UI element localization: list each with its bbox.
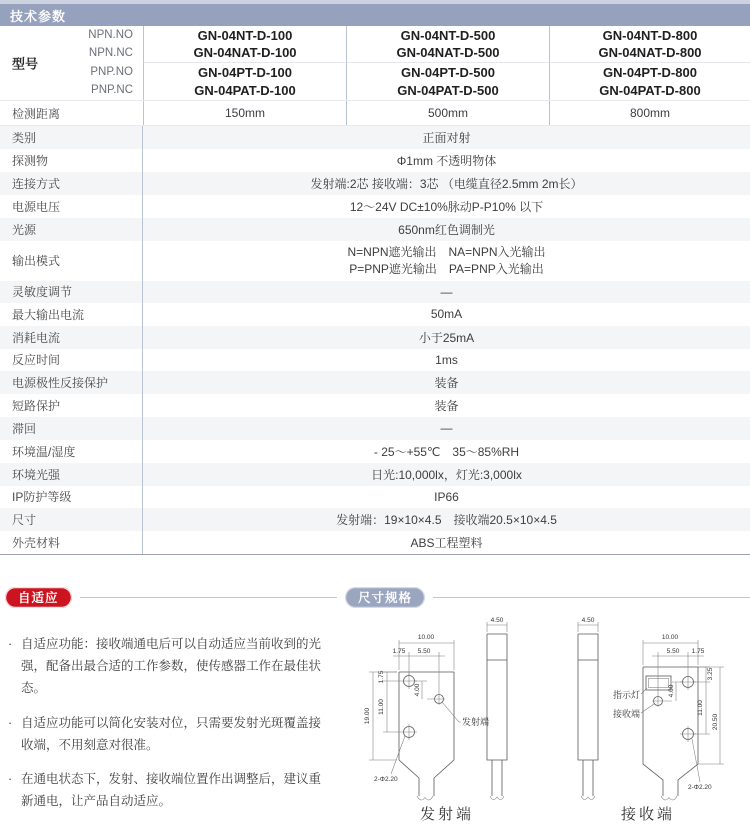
section-header-technical-parameters bbox=[0, 4, 750, 26]
dimension-header bbox=[343, 586, 750, 608]
row-value: 正面对射 bbox=[422, 131, 471, 145]
row-label: 类别 bbox=[0, 126, 143, 149]
row-value: Φ1mm 不透明物体 bbox=[396, 154, 497, 168]
distance-value-100: 150mm bbox=[143, 101, 346, 125]
row-label: 光源 bbox=[0, 218, 143, 241]
model-cell-100-npn bbox=[143, 26, 346, 63]
section-title: 技术参数 bbox=[10, 8, 67, 24]
spec-row-response-time bbox=[0, 349, 750, 372]
dim-top-offset: 1.75 bbox=[378, 670, 385, 684]
row-label: 消耗电流 bbox=[0, 326, 143, 349]
row-label: 环境光强 bbox=[0, 463, 143, 486]
row-label: 检测距离 bbox=[12, 106, 61, 121]
sub-label-npn-no: NPN.NO bbox=[88, 29, 133, 41]
dim-side-width: 4.50 bbox=[581, 617, 595, 625]
row-label: 电源电压 bbox=[0, 195, 143, 218]
dim-width: 10.00 bbox=[661, 634, 679, 642]
row-value: 装备 bbox=[434, 399, 459, 414]
row-value: - 25～+55℃ 35～85%RH bbox=[373, 444, 520, 459]
receiver-drawing bbox=[548, 612, 748, 824]
bullet-marker: · bbox=[8, 715, 13, 730]
dim-side-width: 4.50 bbox=[490, 617, 504, 625]
receiver-window-label: 接收端 bbox=[612, 709, 640, 720]
spec-row-housing-material bbox=[0, 531, 750, 554]
transmitter-drawing bbox=[347, 612, 547, 824]
model-number: GN-04NT-D-800 bbox=[602, 27, 698, 43]
row-label: IP防护等级 bbox=[0, 486, 143, 509]
model-row-label: 型号 bbox=[12, 56, 39, 72]
row-label: 外壳材料 bbox=[0, 531, 143, 554]
model-number: GN-04NAT-D-800 bbox=[598, 45, 702, 60]
spec-row-light-source bbox=[0, 218, 750, 241]
spec-row-short-circuit-protection bbox=[0, 394, 750, 417]
adaptive-bullet-2 bbox=[8, 713, 329, 757]
row-label: 最大输出电流 bbox=[0, 303, 143, 326]
dimension-pill: 尺寸规格 bbox=[345, 587, 425, 608]
bullet-marker: · bbox=[8, 772, 13, 787]
spec-row-size bbox=[0, 508, 750, 531]
row-value: 小于25mA bbox=[418, 330, 475, 345]
row-value: — bbox=[440, 421, 453, 436]
spec-row-ip-rating bbox=[0, 486, 750, 509]
dim-hole-note: 2-Φ2.20 bbox=[688, 784, 712, 792]
row-label: 尺寸 bbox=[0, 508, 143, 531]
spec-row-sensitivity bbox=[0, 281, 750, 304]
model-cell-500-npn bbox=[346, 26, 549, 63]
spec-row-ambient-light bbox=[0, 463, 750, 486]
bottom-section bbox=[0, 555, 750, 826]
sub-label-pnp-nc: PNP.NC bbox=[91, 83, 133, 96]
dim-top-offset: 3.25 bbox=[707, 667, 714, 681]
row-label: 环境温/湿度 bbox=[0, 440, 143, 463]
adaptive-header-rule bbox=[80, 597, 337, 598]
model-number: GN-04PAT-D-500 bbox=[397, 82, 499, 98]
spec-row-output-mode bbox=[0, 241, 750, 281]
row-value: 650nm红色调制光 bbox=[398, 223, 495, 237]
row-label: 探测物 bbox=[0, 149, 143, 172]
model-cell-800-npn bbox=[549, 26, 750, 63]
spec-row-detected-object bbox=[0, 149, 750, 172]
model-number: GN-04PT-D-800 bbox=[603, 65, 697, 80]
spec-row-connection bbox=[0, 172, 750, 195]
receiver-caption: 接收端 bbox=[620, 807, 675, 824]
model-table bbox=[0, 26, 750, 101]
dimension-spec-section bbox=[343, 586, 750, 826]
dim-pitch: 5.50 bbox=[417, 648, 431, 656]
transmitter-window-label: 发射端 bbox=[462, 717, 490, 728]
row-label: 连接方式 bbox=[0, 172, 143, 195]
model-number: GN-04NAT-D-500 bbox=[396, 45, 500, 60]
spec-row-category bbox=[0, 126, 750, 149]
bullet-text: 自适应功能可以简化安装对位，只需要发射光斑覆盖接收端，不用刻意对很准。 bbox=[21, 715, 322, 752]
row-value: 1ms bbox=[435, 352, 458, 367]
row-value: — bbox=[440, 284, 453, 299]
receiver-diagram bbox=[548, 612, 748, 802]
row-label: 输出模式 bbox=[0, 241, 143, 281]
row-value: IP66 bbox=[434, 489, 459, 504]
row-label: 灵敏度调节 bbox=[0, 281, 143, 304]
spec-table bbox=[0, 126, 750, 555]
model-cell-500-pnp bbox=[346, 63, 549, 100]
bullet-marker: · bbox=[8, 637, 13, 652]
spec-row-current-consumption bbox=[0, 326, 750, 349]
model-number: GN-04NT-D-500 bbox=[400, 27, 496, 43]
model-cell-800-pnp bbox=[549, 63, 750, 100]
row-label: 反应时间 bbox=[0, 349, 143, 372]
transmitter-caption: 发射端 bbox=[419, 807, 474, 824]
dim-window-offset: 4.00 bbox=[414, 683, 421, 697]
spec-row-supply-voltage bbox=[0, 195, 750, 218]
row-value: 50mA bbox=[430, 307, 463, 322]
bullet-text: 自适应功能：接收端通电后可以自动适应当前收到的光强，配备出最合适的工作参数，使传感器工作在最佳状态。 bbox=[21, 637, 322, 695]
adaptive-header bbox=[0, 586, 343, 608]
dim-edge: 1.75 bbox=[392, 648, 406, 656]
distance-value-800: 800mm bbox=[549, 101, 750, 125]
spec-row-ambient-temp-humidity bbox=[0, 440, 750, 463]
model-sub-labels bbox=[88, 27, 143, 99]
model-number: GN-04NAT-D-100 bbox=[193, 45, 297, 60]
dimension-header-rule bbox=[433, 597, 750, 598]
row-label: 滞回 bbox=[0, 417, 143, 440]
adaptive-pill: 自适应 bbox=[5, 587, 72, 608]
adaptive-section bbox=[0, 586, 343, 826]
transmitter-diagram bbox=[347, 612, 547, 802]
row-value: 发射端:2芯 接收端：3芯 （电缆直径2.5mm 2m长） bbox=[310, 177, 583, 191]
dim-window-offset: 4.00 bbox=[668, 684, 675, 698]
bullet-text: 在通电状态下，发射、接收端位置作出调整后，建议重新通电，让产品自动适应。 bbox=[21, 772, 322, 809]
sub-label-pnp-no: PNP.NO bbox=[90, 66, 133, 78]
row-value: 日光:10,000lx，灯光:3,000lx bbox=[371, 467, 522, 482]
spec-row-hysteresis bbox=[0, 417, 750, 440]
model-row-label-cell bbox=[0, 26, 143, 100]
row-value bbox=[143, 241, 750, 281]
model-number: GN-04NT-D-100 bbox=[197, 27, 293, 43]
output-mode-line2: P=PNP遮光输出 PA=PNP入光输出 bbox=[349, 261, 544, 276]
distance-value-500: 500mm bbox=[346, 101, 549, 125]
dim-edge: 1.75 bbox=[691, 648, 705, 656]
row-label: 短路保护 bbox=[0, 394, 143, 417]
model-number: GN-04PT-D-100 bbox=[198, 65, 292, 80]
model-number: GN-04PAT-D-100 bbox=[194, 82, 296, 98]
adaptive-bullet-1 bbox=[8, 634, 329, 700]
detection-distance-row bbox=[0, 101, 750, 126]
adaptive-bullets bbox=[0, 608, 343, 813]
dim-height: 20.50 bbox=[712, 713, 719, 731]
dim-hole-note: 2-Φ2.20 bbox=[374, 776, 398, 784]
dim-hole-span: 11.00 bbox=[378, 699, 385, 715]
spec-row-reverse-polarity-protection bbox=[0, 371, 750, 394]
adaptive-bullet-3 bbox=[8, 769, 329, 813]
dim-height: 19.00 bbox=[364, 707, 371, 725]
dim-pitch: 5.50 bbox=[666, 648, 680, 656]
row-value: 12～24V DC±10%脉动P-P10% 以下 bbox=[349, 200, 544, 214]
row-value: 发射端：19×10×4.5 接收端20.5×10×4.5 bbox=[336, 513, 557, 528]
spec-row-max-output-current bbox=[0, 303, 750, 326]
sub-label-npn-nc: NPN.NC bbox=[88, 46, 133, 59]
row-value: 装备 bbox=[434, 376, 459, 391]
dimension-drawings bbox=[343, 608, 750, 824]
indicator-label: 指示灯 bbox=[612, 690, 640, 701]
model-cell-100-pnp bbox=[143, 63, 346, 100]
dim-hole-span: 11.00 bbox=[697, 700, 704, 716]
dim-width: 10.00 bbox=[417, 634, 435, 642]
row-label: 电源极性反接保护 bbox=[0, 371, 143, 394]
model-number: GN-04PAT-D-800 bbox=[599, 82, 701, 98]
row-value: ABS工程塑料 bbox=[410, 536, 483, 551]
output-mode-line1: N=NPN遮光输出 NA=NPN入光输出 bbox=[347, 245, 546, 259]
model-number: GN-04PT-D-500 bbox=[401, 65, 495, 80]
